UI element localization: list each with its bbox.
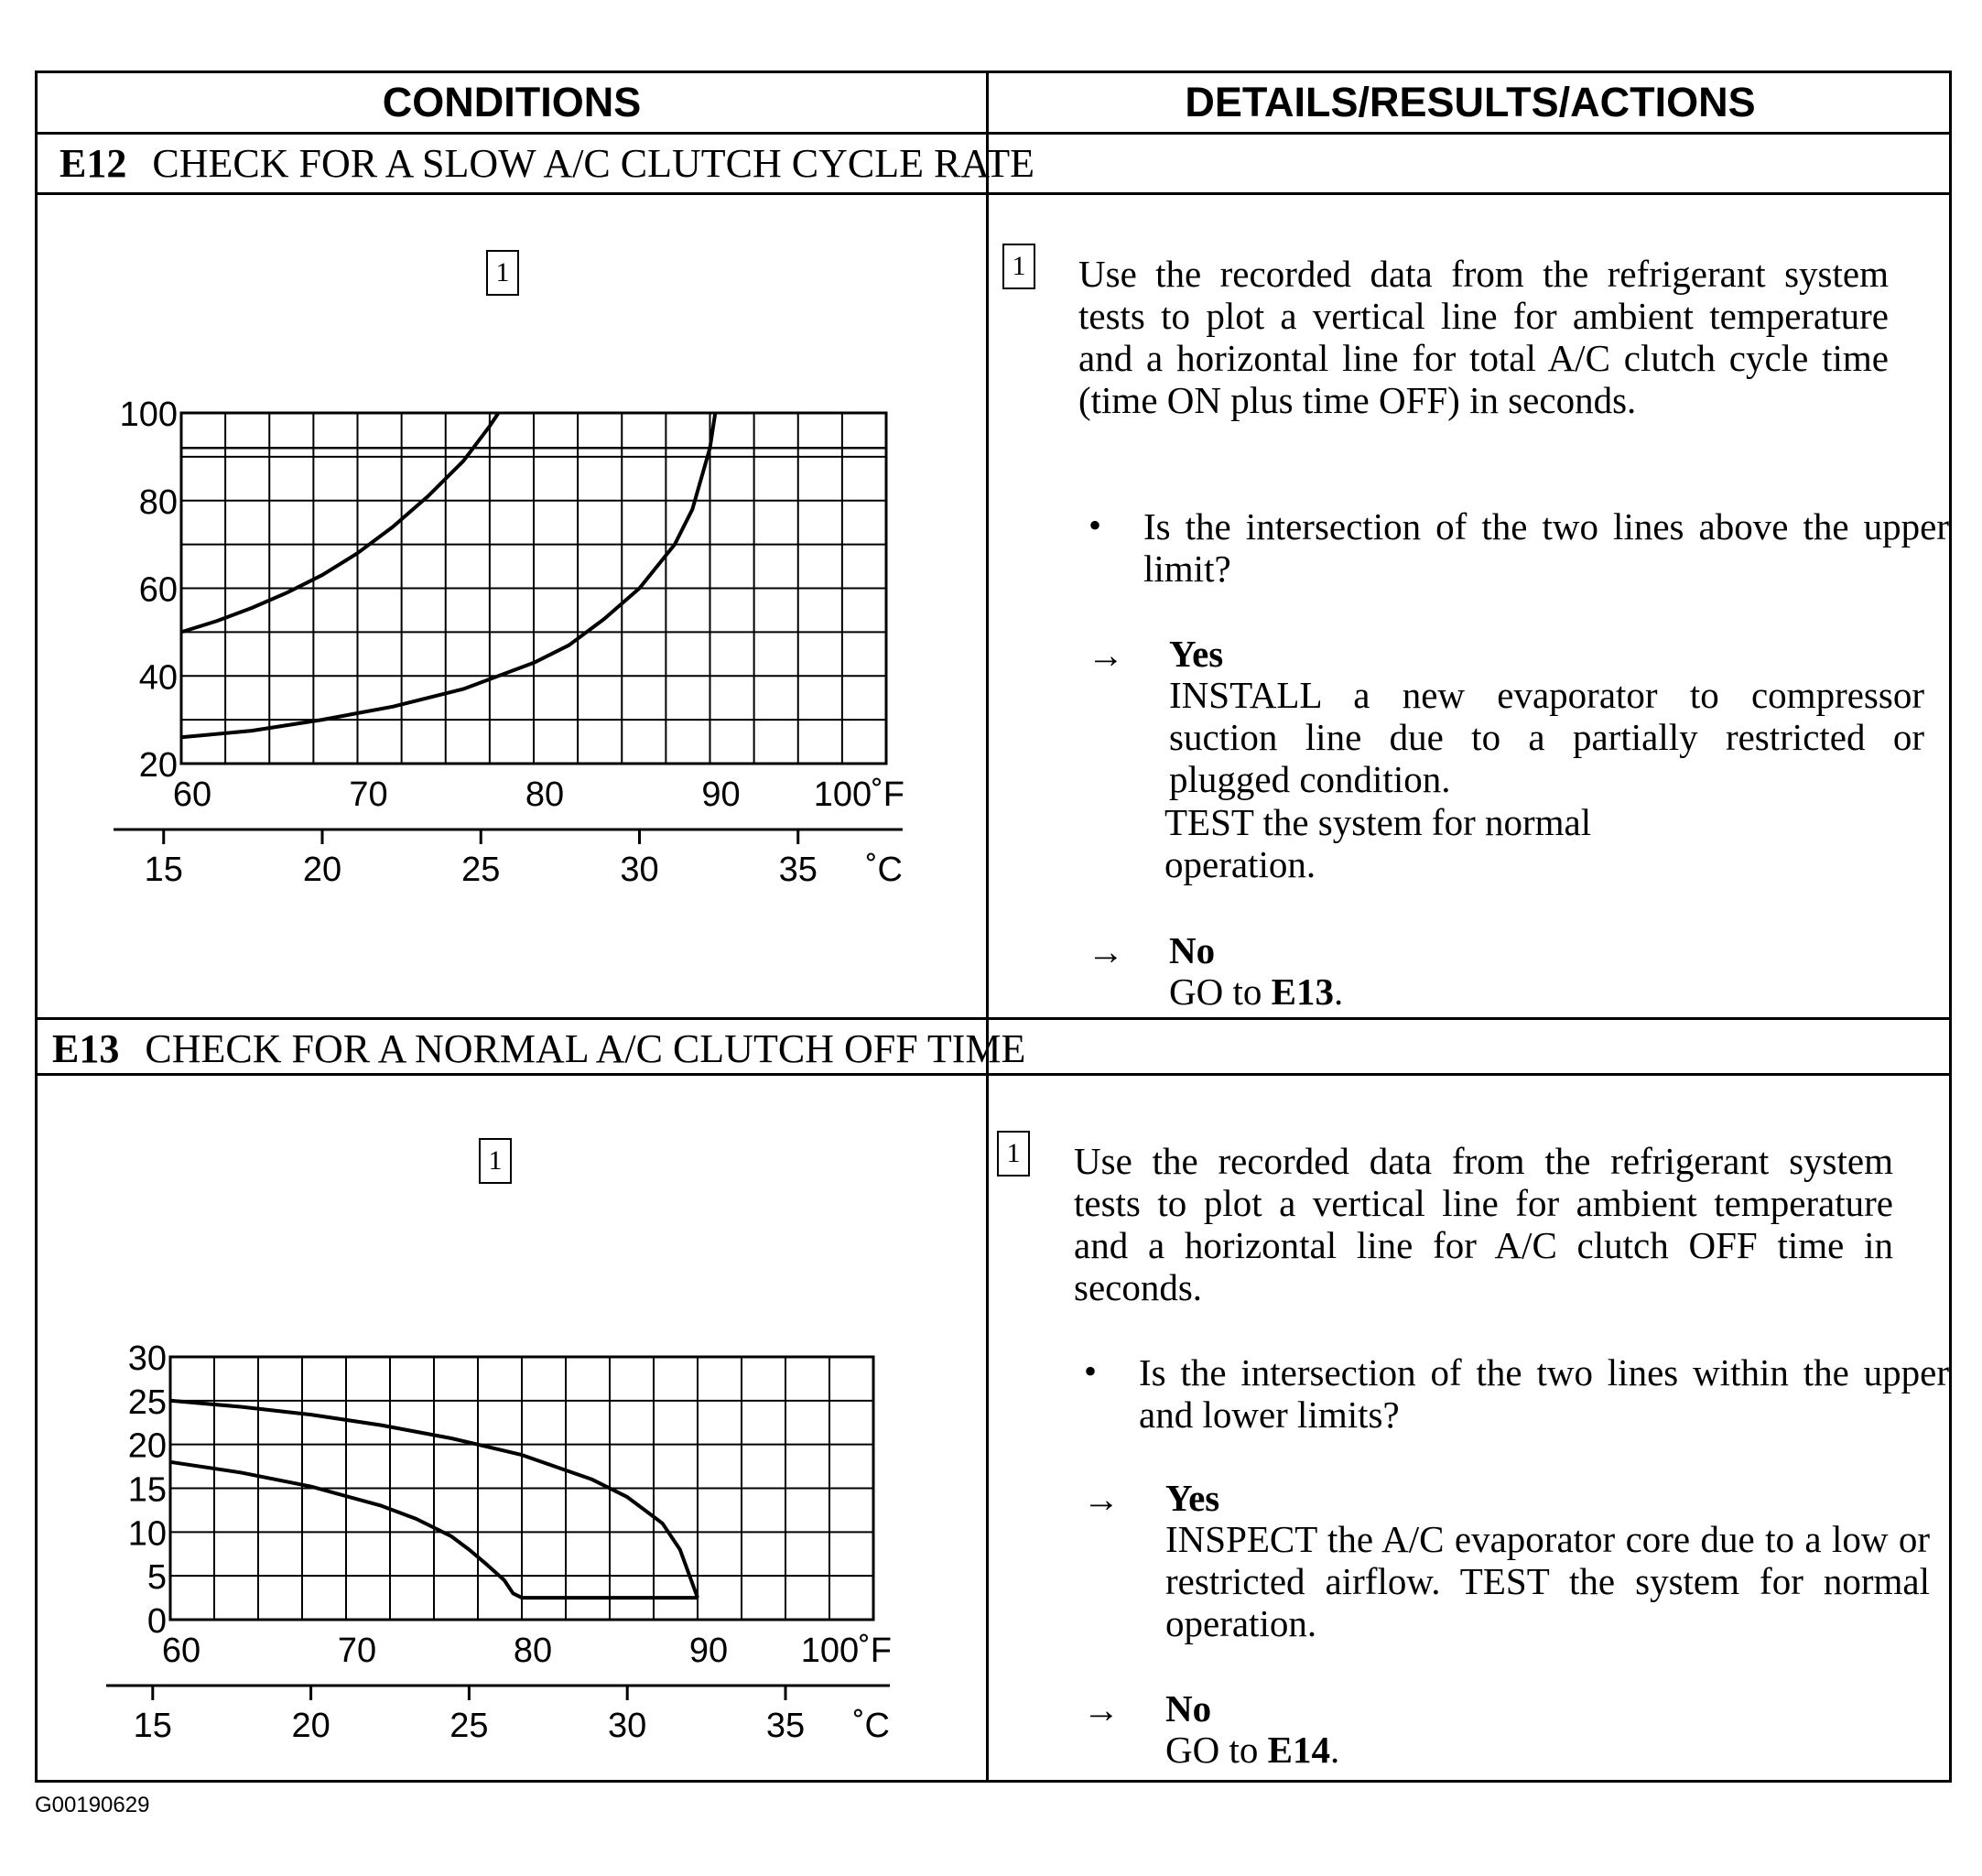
yes-action-text: INSPECT the A/C evaporator core due to a low or restricted airflow. TEST the system for normal operation. [1165, 1518, 1930, 1644]
no-action-text: GO to E13. [1169, 971, 1344, 1013]
x-tick-label-fahrenheit: 90 [688, 1632, 729, 1670]
limit-curve-2 [181, 413, 715, 737]
x-tick-label-fahrenheit: 70 [337, 1632, 377, 1670]
callout-marker: 1 [997, 1131, 1030, 1177]
callout-marker: 1 [1002, 244, 1035, 289]
y-tick-label: 15 [127, 1470, 167, 1510]
callout-marker: 1 [486, 250, 519, 296]
celsius-unit-label: ˚C [865, 851, 903, 889]
go-to-step: E14 [1267, 1729, 1330, 1771]
yes-test-text: TEST the system for normal operation. [1164, 801, 1592, 885]
go-to-step: E13 [1271, 971, 1334, 1013]
details-header: DETAILS/RESULTS/ACTIONS [1185, 79, 1756, 125]
step-title-e13 [52, 1020, 1874, 1079]
y-tick-label: 80 [138, 483, 178, 522]
y-tick-label: 25 [127, 1383, 167, 1422]
column-divider [986, 73, 989, 1783]
no-label: No [1165, 1687, 1212, 1730]
question-text: Is the intersection of the two lines above the upper limit? [1143, 505, 1949, 590]
x-tick-label-fahrenheit: 60 [161, 1632, 201, 1670]
bullet-icon: • [1088, 504, 1102, 546]
arrow-right-icon: → [1083, 1689, 1120, 1730]
x-tick-label-celsius: 15 [133, 1707, 172, 1745]
x-tick-label-celsius: 20 [291, 1707, 330, 1745]
callout-marker: 1 [479, 1138, 512, 1184]
y-tick-label: 20 [138, 746, 178, 785]
y-tick-label: 40 [138, 658, 178, 698]
x-tick-label-celsius: 30 [608, 1707, 647, 1745]
limit-curve-1 [181, 413, 499, 632]
yes-label: Yes [1165, 1477, 1220, 1519]
no-label: No [1169, 929, 1216, 971]
no-action-text: GO to E14. [1165, 1729, 1340, 1771]
x-tick-label-celsius: 15 [144, 851, 183, 889]
x-tick-label-fahrenheit: 100˚F [813, 775, 904, 814]
figure-id: G00190629 [35, 1793, 150, 1817]
yes-action-text: INSTALL a new evaporator to compressor suction line due to a partially restricted or plugged condition. [1169, 674, 1924, 800]
instruction-text: Use the recorded data from the refrigerant system tests to plot a vertical line for ambient temperature and a horizontal line for total A/C clutch cycle time (time ON plus time OFF) in seconds. [1078, 253, 1889, 421]
x-tick-label-celsius: 20 [302, 851, 342, 889]
step-code: E12 [60, 141, 127, 186]
x-tick-label-fahrenheit: 90 [701, 775, 741, 814]
y-tick-label: 0 [146, 1602, 167, 1641]
x-tick-label-celsius: 35 [778, 851, 818, 889]
step-code: E13 [52, 1026, 120, 1071]
x-tick-label-celsius: 25 [449, 1707, 489, 1745]
step-title-text: CHECK FOR A SLOW A/C CLUTCH CYCLE RATE [152, 141, 1034, 186]
celsius-unit-label: ˚C [852, 1707, 890, 1745]
diagnostic-table [35, 70, 1952, 1783]
bullet-icon: • [1084, 1350, 1098, 1392]
y-tick-label: 10 [127, 1514, 167, 1554]
x-tick-label-celsius: 25 [461, 851, 501, 889]
y-tick-label: 60 [138, 570, 178, 610]
x-tick-label-fahrenheit: 80 [513, 1632, 553, 1670]
instruction-text: Use the recorded data from the refrigerant system tests to plot a vertical line for ambient temperature and a horizontal line for A/C clutch OFF time in seconds. [1074, 1140, 1893, 1308]
conditions-header: CONDITIONS [382, 79, 642, 125]
x-tick-label-fahrenheit: 80 [525, 775, 565, 814]
x-tick-label-fahrenheit: 70 [349, 775, 388, 814]
chart-normal-clutch-off-time [40, 1192, 983, 1778]
x-tick-label-fahrenheit: 60 [172, 775, 212, 814]
step-title-text: CHECK FOR A NORMAL A/C CLUTCH OFF TIME [145, 1026, 1026, 1071]
arrow-right-icon: → [1088, 634, 1124, 676]
question-text: Is the intersection of the two lines within the upper and lower limits? [1139, 1351, 1949, 1436]
x-tick-label-fahrenheit: 100˚F [800, 1632, 892, 1670]
step-title-e12 [60, 135, 1881, 193]
x-tick-label-celsius: 30 [620, 851, 659, 889]
arrow-right-icon: → [1083, 1479, 1120, 1520]
y-tick-label: 100 [119, 396, 178, 434]
chart-slow-clutch-cycle-rate [40, 195, 983, 955]
arrow-right-icon: → [1088, 931, 1124, 972]
y-tick-label: 5 [146, 1558, 167, 1598]
x-tick-label-celsius: 35 [765, 1707, 806, 1745]
yes-label: Yes [1169, 633, 1224, 675]
y-tick-label: 20 [127, 1426, 167, 1466]
y-tick-label: 30 [127, 1339, 167, 1378]
